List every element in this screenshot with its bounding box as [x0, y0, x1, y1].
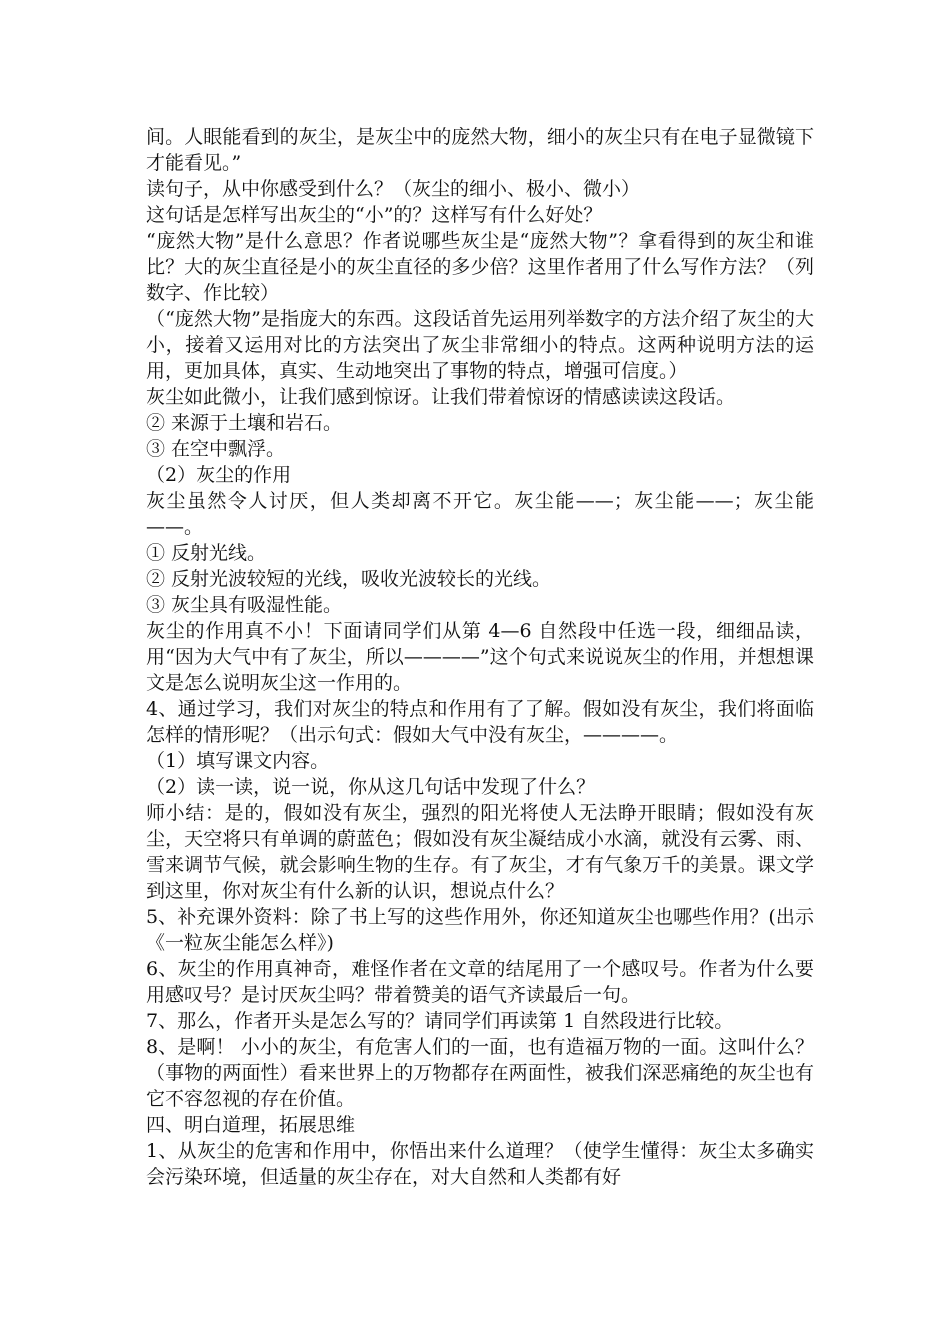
paragraph-6: 灰尘如此微小，让我们感到惊讶。让我们带着惊讶的情感读读这段话。: [146, 386, 736, 408]
paragraph-16: （1）填写课文内容。: [146, 750, 330, 772]
paragraph-2: 读句子，从中你感受到什么？（灰尘的细小、极小、微小）: [146, 178, 641, 200]
paragraph-21: 7、那么，作者开头是怎么写的？请同学们再读第 1 自然段进行比较。: [146, 1010, 734, 1032]
paragraph-12: ② 反射光波较短的光线，吸收光波较长的光线。: [146, 568, 552, 590]
paragraph-20: 6、灰尘的作用真神奇，难怪作者在文章的结尾用了一个感叹号。作者为什么要用感叹号？是讨厌灰尘吗？带着赞美的语气齐读最后一句。: [146, 958, 814, 1006]
paragraph-18: 师小结：是的，假如没有灰尘，强烈的阳光将使人无法睁开眼睛；假如没有灰尘，天空将只有单调的蔚蓝色；假如没有灰尘凝结成小水滴，就没有云雾、雨、雪来调节气候，就会影响生物的生存。有了灰尘，才有气象万千的美景。课文学到这里，你对灰尘有什么新的认识，想说点什么？: [146, 802, 814, 902]
paragraph-14: 灰尘的作用真不小！下面请同学们从第 4—6 自然段中任选一段，细细品读，用“因为大气中有了灰尘，所以————”这个句式来说说灰尘的作用，并想想课文是怎么说明灰尘这一作用的。: [146, 620, 814, 694]
paragraph-10: 灰尘虽然令人讨厌，但人类却离不开它。灰尘能——；灰尘能——；灰尘能——。: [146, 490, 814, 538]
paragraph-4: “庞然大物”是什么意思？作者说哪些灰尘是“庞然大物”？拿看得到的灰尘和谁比？大的灰尘直径是小的灰尘直径的多少倍？这里作者用了什么写作方法？（列数字、作比较）: [146, 230, 814, 304]
paragraph-15: 4、通过学习，我们对灰尘的特点和作用有了了解。假如没有灰尘，我们将面临怎样的情形呢？（出示句式：假如大气中没有灰尘，————。: [146, 698, 814, 746]
paragraph-19: 5、补充课外资料：除了书上写的这些作用外，你还知道灰尘也哪些作用？(出示《一粒灰尘能怎么样》): [146, 906, 814, 954]
paragraph-9: （2）灰尘的作用: [146, 464, 292, 486]
paragraph-11: ① 反射光线。: [146, 542, 267, 564]
paragraph-22: 8、是啊！ 小小的灰尘，有危害人们的一面，也有造福万物的一面。这叫什么？（事物的两面性）看来世界上的万物都存在两面性，被我们深恶痛绝的灰尘也有它不容忽视的存在价值。: [146, 1036, 814, 1110]
paragraph-1: 间。人眼能看到的灰尘，是灰尘中的庞然大物，细小的灰尘只有在电子显微镜下才能看见。”: [146, 126, 814, 174]
paragraph-8: ③ 在空中飘浮。: [146, 438, 286, 460]
paragraph-23: 四、明白道理，拓展思维: [146, 1114, 356, 1136]
paragraph-13: ③ 灰尘具有吸湿性能。: [146, 594, 343, 616]
paragraph-3: 这句话是怎样写出灰尘的“小”的？这样写有什么好处？: [146, 204, 603, 226]
paragraph-17: （2）读一读，说一说，你从这几句话中发现了什么？: [146, 776, 596, 798]
paragraph-7: ② 来源于土壤和岩石。: [146, 412, 343, 434]
paragraph-24: 1、从灰尘的危害和作用中，你悟出来什么道理？（使学生懂得：灰尘太多确实会污染环境，但适量的灰尘存在，对大自然和人类都有好: [146, 1140, 814, 1188]
document-body: [146, 124, 814, 1190]
paragraph-5: （“庞然大物”是指庞大的东西。这段话首先运用列举数字的方法介绍了灰尘的大小，接着又运用对比的方法突出了灰尘非常细小的特点。这两种说明方法的运用，更加具体，真实、生动地突出了事物的特点，增强可信度。）: [146, 308, 814, 382]
